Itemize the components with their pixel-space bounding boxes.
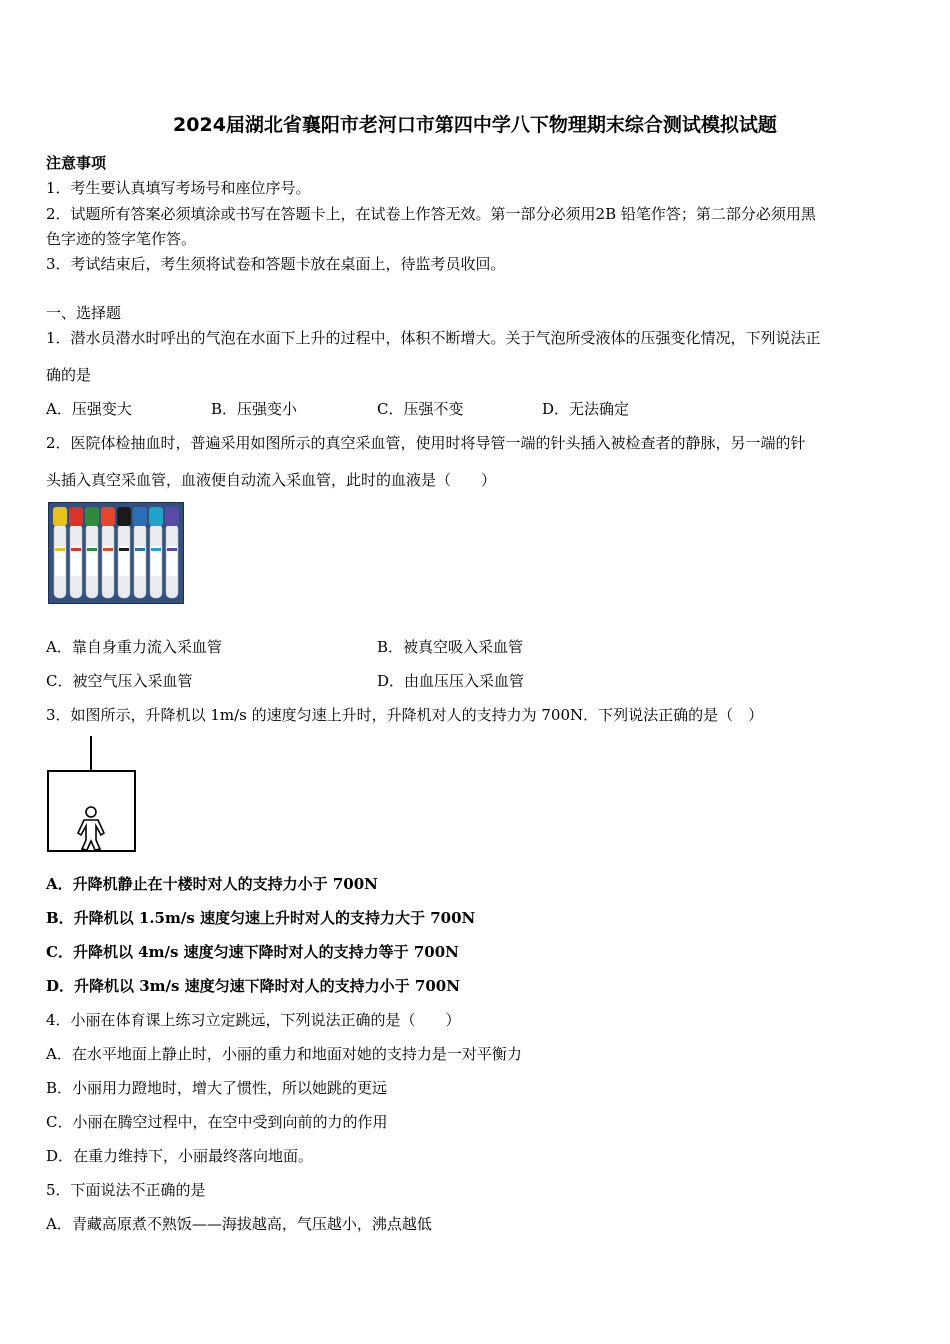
q1-option-c: C．压强不变 (377, 400, 464, 418)
page-title: 2024届湖北省襄阳市老河口市第四中学八下物理期末综合测试模拟试题 (173, 114, 777, 136)
blood-tubes-image (48, 502, 184, 604)
q3-option-b: B．升降机以 1.5m/s 速度匀速上升时对人的支持力大于 700N (46, 909, 476, 927)
notice-heading: 注意事项 (46, 154, 107, 172)
q1-option-a: A．压强变大 (46, 400, 132, 418)
notice-item: 1．考生要认真填写考场号和座位序号。 (46, 179, 311, 197)
q4-option-c: C．小丽在腾空过程中，在空中受到向前的力的作用 (46, 1113, 388, 1131)
notice-item: 2．试题所有答案必须填涂或书写在答题卡上，在试卷上作答无效。第一部分必须用2B 铅笔作答；第二部分必须用黑 (46, 205, 816, 223)
blood-tube (85, 507, 99, 598)
q3-option-a: A．升降机静止在十楼时对人的支持力小于 700N (46, 875, 378, 893)
q2-option-a: A．靠自身重力流入采血管 (46, 638, 222, 656)
blood-tube (101, 507, 115, 598)
q3-option-c: C．升降机以 4m/s 速度匀速下降时对人的支持力等于 700N (46, 943, 459, 961)
q2-stem-line1: 2．医院体检抽血时，普遍采用如图所示的真空采血管，使用时将导管一端的针头插入被检查者的静脉，另一端的针 (46, 434, 806, 452)
notice-item: 3．考试结束后，考生须将试卷和答题卡放在桌面上，待监考员收回。 (46, 255, 506, 273)
section-heading: 一、选择题 (46, 304, 122, 322)
q2-option-c: C．被空气压入采血管 (46, 672, 193, 690)
q1-option-b: B．压强变小 (211, 400, 298, 418)
q5-option-a: A．青藏高原煮不熟饭——海拔越高，气压越小，沸点越低 (46, 1215, 432, 1233)
q5-stem: 5．下面说法不正确的是 (46, 1181, 206, 1199)
blood-tube (165, 507, 179, 598)
q4-stem: 4．小丽在体育课上练习立定跳远，下列说法正确的是（ ） (46, 1011, 461, 1029)
blood-tube (53, 507, 67, 598)
q1-stem-line1: 1．潜水员潜水时呼出的气泡在水面下上升的过程中，体积不断增大。关于气泡所受液体的压强变化情况，下列说法正 (46, 329, 821, 347)
notice-item: 色字迹的签字笔作答。 (46, 230, 197, 248)
elevator-figure (46, 736, 138, 858)
elevator-diagram (46, 736, 138, 854)
blood-tube (133, 507, 147, 598)
blood-tubes-figure (48, 502, 184, 608)
q4-option-d: D．在重力维持下，小丽最终落向地面。 (46, 1147, 314, 1165)
q4-option-a: A．在水平地面上静止时，小丽的重力和地面对她的支持力是一对平衡力 (46, 1045, 522, 1063)
q1-option-d: D．无法确定 (542, 400, 630, 418)
q1-stem-line2: 确的是 (46, 366, 92, 384)
q2-option-b: B．被真空吸入采血管 (377, 638, 524, 656)
blood-tube (69, 507, 83, 598)
blood-tube (117, 507, 131, 598)
q2-stem-line2: 头插入真空采血管，血液便自动流入采血管，此时的血液是（ ） (46, 471, 497, 489)
q3-stem: 3．如图所示，升降机以 1m/s 的速度匀速上升时，升降机对人的支持力为 700N．下列说法正确的是（ ） (46, 706, 764, 724)
q4-option-b: B．小丽用力蹬地时，增大了惯性，所以她跳的更远 (46, 1079, 388, 1097)
q2-option-d: D．由血压压入采血管 (377, 672, 525, 690)
q3-option-d: D．升降机以 3m/s 速度匀速下降时对人的支持力小于 700N (46, 977, 460, 995)
blood-tube (149, 507, 163, 598)
